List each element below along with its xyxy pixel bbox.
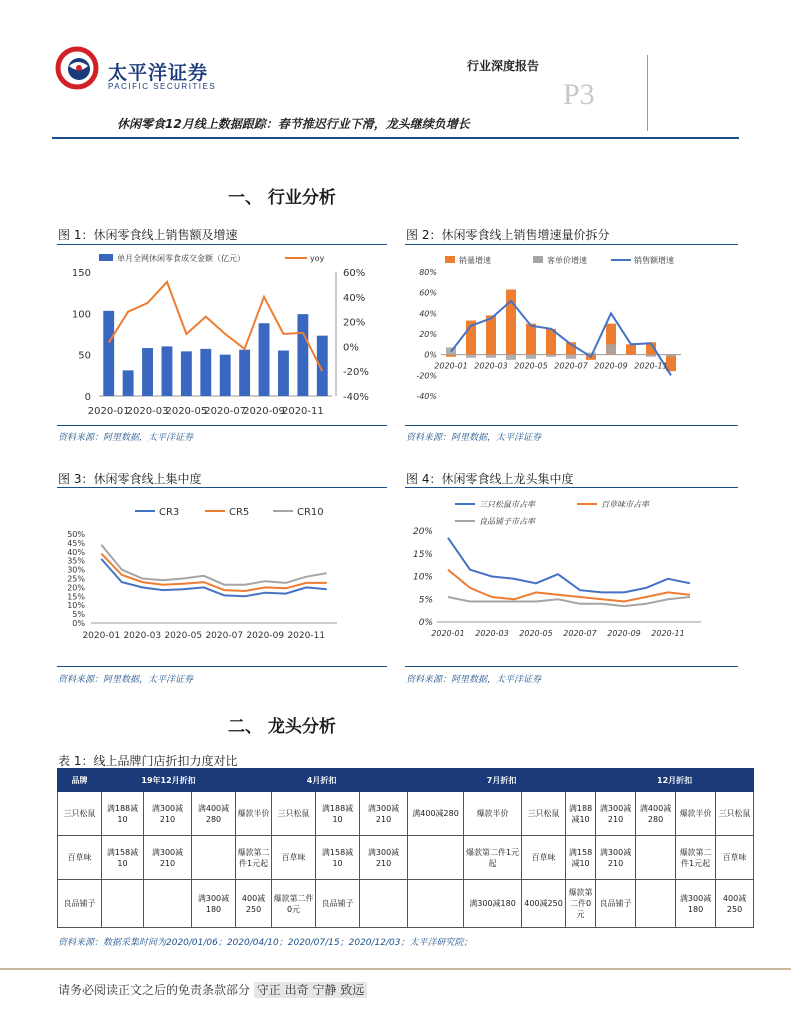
table-cell: 良品铺子 <box>316 880 360 928</box>
table-cell <box>144 880 192 928</box>
bar <box>162 346 173 396</box>
table-cell: 爆款第二件0元 <box>566 880 596 928</box>
table-cell: 满158减10 <box>102 836 144 880</box>
x-tick-label: 2020-11 <box>287 631 326 641</box>
series-line-liangpin <box>448 597 690 606</box>
report-subtitle: 休闲零食12月线上数据跟踪：春节推迟行业下滑，龙头继续负增长 <box>117 117 470 131</box>
figure2-title: 图 2：休闲零食线上销售增速量价拆分 <box>406 228 610 242</box>
table-cell <box>360 880 408 928</box>
table-cell: 爆款第二件1元起 <box>676 836 716 880</box>
y-tick-label: 60% <box>419 288 437 298</box>
y-tick-label: 20% <box>412 527 433 537</box>
y-tick-label-right: 20% <box>343 317 366 329</box>
legend-label-sales: 销售额增速 <box>634 256 674 265</box>
table-cell: 良品铺子 <box>596 880 636 928</box>
x-tick-label: 2020-01 <box>431 629 465 638</box>
figure2-source: 资料来源：阿里数据，太平洋证券 <box>406 433 542 443</box>
x-tick-label: 2020-09 <box>243 406 285 417</box>
table-cell: 爆款半价 <box>236 792 272 836</box>
y-tick-label-right: -20% <box>343 367 369 379</box>
y-tick-label-right: 60% <box>343 268 366 279</box>
y-tick-label: 0% <box>418 618 433 628</box>
y-tick-label-right: 0% <box>343 342 359 354</box>
bar-price <box>646 355 656 357</box>
table-cell: 满300减210 <box>360 792 408 836</box>
legend-label-cr5: CR5 <box>229 507 250 518</box>
bar-volume <box>626 344 636 354</box>
bar <box>103 311 114 396</box>
table-cell: 满158减10 <box>566 836 596 880</box>
table-cell: 爆款第二件0元 <box>272 880 316 928</box>
footer-motto: 守正 出奇 宁静 致远 <box>254 982 367 998</box>
footer-disclaimer-line <box>58 981 367 998</box>
table-cell: 满300减180 <box>464 880 522 928</box>
legend-label-bar: 单月全网休闲零食成交金额（亿元） <box>117 254 245 263</box>
y-tick-label: 40% <box>67 547 85 557</box>
legend-label-volume: 销量增速 <box>459 256 491 265</box>
x-tick-label: 2020-07 <box>204 406 247 417</box>
chart-fig2-decomposition <box>405 246 738 424</box>
table-cell: 百草味 <box>58 836 102 880</box>
table-cell: 三只松鼠 <box>522 792 566 836</box>
table-cell: 满300减210 <box>360 836 408 880</box>
footer-rule <box>0 968 791 970</box>
x-tick-label: 2020-01 <box>87 406 130 417</box>
bar-volume <box>446 355 456 357</box>
table-cell: 爆款半价 <box>464 792 522 836</box>
x-tick-label: 2020-05 <box>519 629 553 638</box>
table-cell: 良品铺子 <box>58 880 102 928</box>
table-cell: 满300减210 <box>596 792 636 836</box>
figure4-title: 图 4：休闲零食线上龙头集中度 <box>406 472 574 486</box>
y-tick-label: 40% <box>419 309 437 319</box>
bar <box>123 370 134 396</box>
figure4-top-rule <box>405 487 738 488</box>
bar-volume <box>526 324 536 355</box>
series-line-yoy <box>109 282 323 371</box>
y-tick-label-right: 40% <box>343 292 366 304</box>
table-row <box>58 836 754 880</box>
discount-table <box>57 768 754 928</box>
header-jul: 7月折扣 <box>408 769 596 792</box>
figure4-source: 资料来源：阿里数据，太平洋证券 <box>406 675 542 685</box>
figure3-bottom-rule <box>57 666 387 667</box>
figure3-title: 图 3：休闲零食线上集中度 <box>58 472 202 486</box>
company-logo <box>52 44 102 90</box>
bar-volume <box>486 315 496 354</box>
figure1-bottom-rule <box>57 425 387 426</box>
table-cell: 爆款第二件1元起 <box>236 836 272 880</box>
y-tick-label-left: 100 <box>71 309 91 321</box>
table-cell: 爆款第二件1元起 <box>464 836 522 880</box>
figure4-bottom-rule <box>405 666 738 667</box>
bar <box>142 348 153 396</box>
legend-label-price: 客单价增速 <box>547 256 587 265</box>
table-cell: 三只松鼠 <box>716 792 754 836</box>
table-cell: 400减250 <box>522 880 566 928</box>
y-tick-label: -20% <box>416 371 437 381</box>
table1-title: 表 1：线上品牌门店折扣力度对比 <box>58 754 238 768</box>
legend-label-cr3: CR3 <box>159 507 180 518</box>
bar-price <box>526 355 536 359</box>
y-tick-label: 25% <box>67 574 85 584</box>
bar-price <box>546 355 556 357</box>
legend-label-cr10: CR10 <box>297 507 324 518</box>
table-cell: 三只松鼠 <box>58 792 102 836</box>
table-cell: 400减250 <box>236 880 272 928</box>
bar <box>181 351 192 396</box>
table-cell <box>102 880 144 928</box>
bar-price <box>506 355 516 360</box>
table-cell: 百草味 <box>522 836 566 880</box>
y-tick-label: 20% <box>419 330 437 339</box>
table-cell: 满188减10 <box>102 792 144 836</box>
x-tick-label: 2020-09 <box>246 631 285 641</box>
table-cell <box>408 880 464 928</box>
header-vline <box>647 55 648 131</box>
y-tick-label: 0% <box>424 350 437 360</box>
table-row <box>58 880 754 928</box>
table-cell: 满300减210 <box>144 792 192 836</box>
footer-disclaimer: 请务必阅读正文之后的免责条款部分 <box>58 983 251 997</box>
table-cell <box>636 880 676 928</box>
bar <box>200 349 211 396</box>
company-name-cn: 太平洋证券 <box>108 62 209 84</box>
x-tick-label: 2020-01 <box>434 361 468 371</box>
figure1-top-rule <box>57 244 387 245</box>
table-cell: 百草味 <box>272 836 316 880</box>
bar-price <box>566 355 576 359</box>
x-tick-label: 2020-09 <box>607 629 641 638</box>
table-cell: 满188减10 <box>566 792 596 836</box>
y-tick-label: 5% <box>72 610 85 620</box>
x-tick-label: 2020-07 <box>205 631 244 641</box>
x-tick-label: 2020-05 <box>165 406 208 417</box>
header-dec19: 19年12月折扣 <box>102 769 236 792</box>
bar <box>220 355 231 396</box>
x-tick-label: 2020-03 <box>123 631 162 641</box>
y-tick-label: 5% <box>418 595 433 606</box>
y-tick-label: 15% <box>67 592 85 602</box>
y-tick-label-left: 150 <box>71 268 91 279</box>
legend-swatch-price <box>533 256 543 263</box>
report-type: 行业深度报告 <box>467 59 540 73</box>
legend-label-three_squirrels: 三只松鼠市占率 <box>479 500 535 509</box>
header-dec: 12月折扣 <box>596 769 754 792</box>
figure3-source: 资料来源：阿里数据，太平洋证券 <box>58 675 194 685</box>
figure2-bottom-rule <box>405 425 738 426</box>
y-tick-label-left: 50 <box>78 350 91 362</box>
x-tick-label: 2020-01 <box>82 631 121 641</box>
table-cell: 三只松鼠 <box>272 792 316 836</box>
table-cell: 百草味 <box>716 836 754 880</box>
table1-source: 资料来源：数据采集时间为2020/01/06；2020/04/10；2020/07/15；2020/12/03；太平洋研究院； <box>58 938 473 948</box>
x-tick-label: 2020-11 <box>651 629 685 638</box>
table-cell: 满158减10 <box>316 836 360 880</box>
figure1-source: 资料来源：阿里数据，太平洋证券 <box>58 433 194 443</box>
y-tick-label: 10% <box>67 601 85 611</box>
y-tick-label: 35% <box>67 556 85 566</box>
bar-price <box>606 344 616 354</box>
table-cell: 满400减280 <box>636 792 676 836</box>
x-tick-label: 2020-03 <box>126 406 169 417</box>
bar-volume <box>506 290 516 355</box>
table-cell: 400减250 <box>716 880 754 928</box>
y-tick-label-left: 0 <box>84 392 91 403</box>
x-tick-label: 2020-05 <box>164 631 203 641</box>
header-apr: 4月折扣 <box>236 769 408 792</box>
legend-label-line: yoy <box>310 254 325 263</box>
legend-label-liangpin: 良品铺子市占率 <box>479 517 535 526</box>
table-cell: 满300减210 <box>596 836 636 880</box>
figure1-title: 图 1：休闲零食线上销售额及增速 <box>58 228 238 242</box>
x-tick-label: 2020-07 <box>554 361 588 371</box>
y-tick-label: 80% <box>419 268 437 277</box>
header-rule <box>52 137 739 139</box>
table-cell <box>192 836 236 880</box>
x-tick-label: 2020-03 <box>474 361 508 371</box>
x-tick-label: 2020-09 <box>594 361 628 371</box>
y-tick-label: 15% <box>412 549 433 560</box>
y-tick-label: 45% <box>67 538 85 548</box>
bar-price <box>466 355 476 358</box>
table-cell: 满400减280 <box>192 792 236 836</box>
x-tick-label: 2020-03 <box>475 629 509 638</box>
figure3-top-rule <box>57 487 387 488</box>
y-tick-label: 50% <box>67 530 85 539</box>
legend-swatch-volume <box>445 256 455 263</box>
y-tick-label: 30% <box>67 565 85 575</box>
chart-fig1-sales <box>57 246 390 424</box>
y-tick-label-right: -40% <box>343 392 369 403</box>
bar-price <box>666 355 676 357</box>
table-cell: 满300减210 <box>144 836 192 880</box>
legend-swatch-bar <box>99 254 113 261</box>
section-title-industry: 一、 行业分析 <box>228 188 336 208</box>
x-tick-label: 2020-07 <box>563 629 597 638</box>
x-tick-label: 2020-05 <box>514 361 548 371</box>
x-tick-label: 2020-11 <box>634 361 668 371</box>
table-cell: 满300减180 <box>192 880 236 928</box>
bar <box>259 323 270 396</box>
table-row <box>58 792 754 836</box>
chart-fig4-leader-share <box>405 490 738 662</box>
bar <box>297 314 308 396</box>
bar <box>239 350 250 396</box>
table-cell <box>636 836 676 880</box>
figure2-top-rule <box>405 244 738 245</box>
x-tick-label: 2020-11 <box>281 406 324 417</box>
page-number: P3 <box>563 78 595 111</box>
table-header-row <box>58 769 754 792</box>
table-cell: 满188减10 <box>316 792 360 836</box>
bar <box>278 351 289 396</box>
bar-price <box>486 355 496 358</box>
table-cell <box>408 836 464 880</box>
section-title-leaders: 二、 龙头分析 <box>228 717 336 737</box>
series-line-cr3 <box>101 559 326 596</box>
table-cell: 满400减280 <box>408 792 464 836</box>
company-name-en: PACIFIC SECURITIES <box>108 82 217 91</box>
pacific-logo-icon <box>52 44 102 90</box>
chart-fig3-concentration <box>57 490 390 662</box>
y-tick-label: 20% <box>67 583 85 593</box>
header-brand: 品牌 <box>58 769 102 792</box>
table-cell: 满300减180 <box>676 880 716 928</box>
y-tick-label: -40% <box>416 392 437 401</box>
y-tick-label: 0% <box>72 619 85 628</box>
series-line-three_squirrels <box>448 538 690 593</box>
table-cell: 爆款半价 <box>676 792 716 836</box>
legend-label-bestore: 百草味市占率 <box>601 500 649 509</box>
y-tick-label: 10% <box>412 572 433 583</box>
